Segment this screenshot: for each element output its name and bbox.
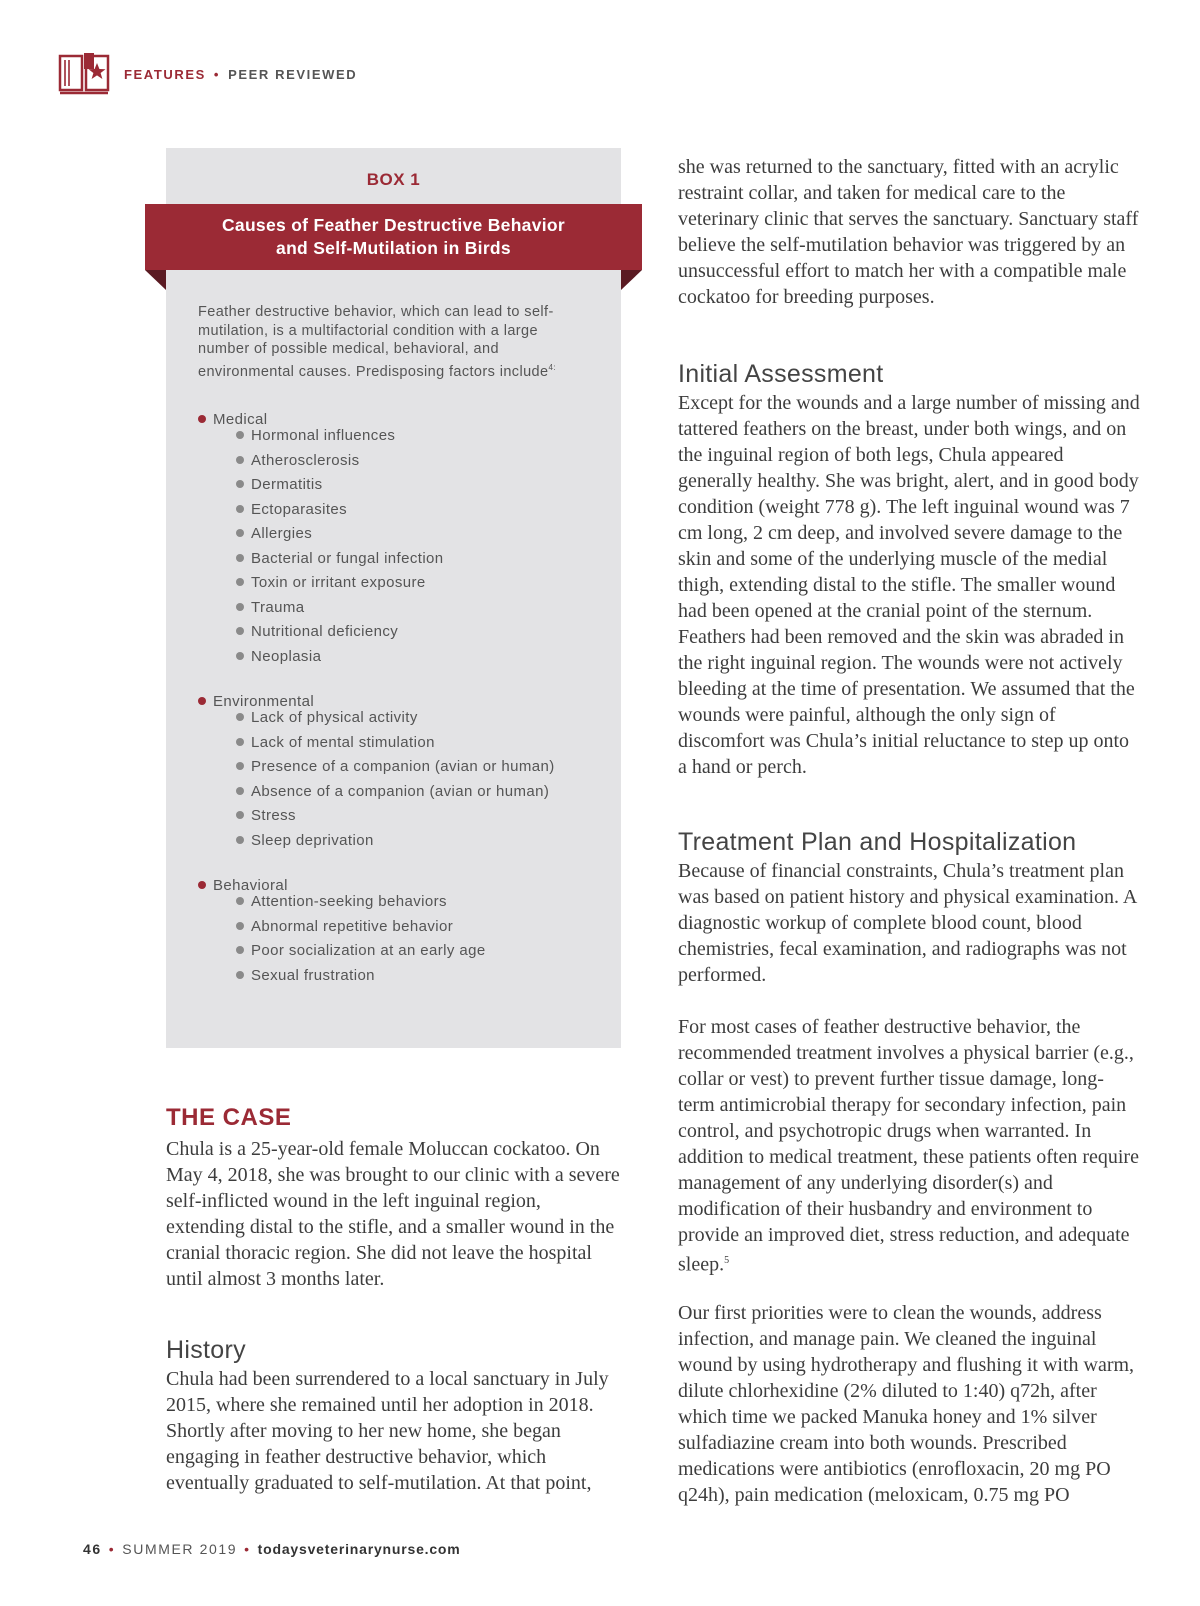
list-item: Ectoparasites [236, 498, 444, 523]
treatment-paragraph-3: Our first priorities were to clean the wounds, address infection, and manage pain. We cleaned the inguinal wound by using hydrotherapy and flushing it with warm, dilute chlorhexidine (2% diluted to 1:40) q72h, after which time we packed Manuka honey and 1% silver sulfadiazine cream into both wounds. Prescribed medications were antibiotics (enrofloxacin, 20 mg PO q24h), pain medication (meloxicam, 0.75 mg PO [678, 1302, 1135, 1506]
list-item: Allergies [236, 522, 444, 547]
list-item: Sexual frustration [236, 964, 486, 989]
list-item: Stress [236, 804, 555, 829]
case-heading: THE CASE [166, 1104, 292, 1131]
list-item: Hormonal influences [236, 424, 444, 449]
page-number: 46 [83, 1541, 102, 1557]
list-item: Presence of a companion (avian or human) [236, 755, 555, 780]
subsection-label: PEER REVIEWED [228, 66, 358, 82]
bullet-icon [198, 881, 206, 889]
list-item: Bacterial or fungal infection [236, 547, 444, 572]
section-label: FEATURES [124, 66, 206, 82]
environmental-list [236, 706, 555, 853]
list-item: Toxin or irritant exposure [236, 571, 444, 596]
history-paragraph: Chula had been surrendered to a local sanctuary in July 2015, where she remained until her adoption in 2018. Shortly after moving to her new home, she began engaging in feather destructive behavior, which eventually graduated to self-mutilation. At that point, [166, 1368, 609, 1494]
box-title-line1: Causes of Feather Destructive Behavior [221, 215, 566, 235]
website-link[interactable]: todaysveterinarynurse.com [257, 1541, 461, 1557]
case-paragraph: Chula is a 25-year-old female Moluccan cockatoo. On May 4, 2018, she was brought to our clinic with a severe self-inflicted wound in the left inguinal region, extending distal to the stifle, and a smaller wound in the cranial thoracic region. She did not leave the hospital until almost 3 months later. [166, 1138, 620, 1290]
list-item: Dermatitis [236, 473, 444, 498]
category-behavioral: Behavioral [198, 877, 288, 894]
medical-list [236, 424, 444, 669]
reference-marker: 4: [548, 362, 556, 372]
treatment-paragraph-2: For most cases of feather destructive behavior, the recommended treatment involves a physical barrier (e.g., collar or vest) to prevent further tissue damage, long-term antimicrobial therapy for secondary infection, pain control, and psychotropic drugs when warranted. In addition to medical treatment, these patients often require management of any underlying disorder(s) and modification of their husbandry and environment to provide an improved diet, stress reduction, and adequate sleep.$^5$ [678, 1016, 1139, 1276]
list-item: Sleep deprivation [236, 829, 555, 854]
treatment-heading: Treatment Plan and Hospitalization [678, 828, 1077, 856]
box-title-line2: and Self-Mutilation in Birds [276, 238, 511, 258]
list-item: Poor socialization at an early age [236, 939, 486, 964]
list-item: Absence of a companion (avian or human) [236, 780, 555, 805]
category-medical: Medical [198, 411, 268, 428]
history-heading: History [166, 1336, 246, 1364]
behavioral-list [236, 890, 486, 988]
box-intro: Feather destructive behavior, which can lead to self-mutilation, is a multifactorial condition with a large number of possible medical, behavioral, and environmental causes. Predisposing factors include$^{4:}$ [198, 304, 556, 380]
bullet-icon [198, 697, 206, 705]
list-item: Atherosclerosis [236, 449, 444, 474]
treatment-paragraph-1: Because of financial constraints, Chula’s treatment plan was based on patient history and physical examination. A diagnostic workup of complete blood count, blood chemistries, fecal examination, and radiographs was not performed. [678, 860, 1137, 986]
box-title-banner [145, 204, 642, 270]
list-item: Abnormal repetitive behavior [236, 915, 486, 940]
continued-paragraph: she was returned to the sanctuary, fitted with an acrylic restraint collar, and taken for medical care to the veterinary clinic that serves the sanctuary. Sanctuary staff believe the self-mutilation behavior was triggered by an unsuccessful effort to match her with a compatible male cockatoo for breeding purposes. [678, 156, 1139, 308]
book-star-icon [58, 52, 110, 96]
banner-fold-right [621, 270, 642, 290]
page-header: FEATURES • PEER REVIEWED [58, 52, 357, 96]
assessment-paragraph: Except for the wounds and a large number of missing and tattered feathers on the breast, under both wings, and on the inguinal region of both legs, Chula appeared generally healthy. She was bright, alert, and in good body condition (weight 778 g). The left inguinal wound was 7 cm long, 2 cm deep, and involved severe damage to the skin and some of the underlying muscle of the medial thigh, extending distal to the stifle. The smaller wound had been opened at the cranial point of the sternum. Feathers had been removed and the skin was abraded in the right inguinal region. The wounds were not actively bleeding at the time of presentation. We assumed that the wounds were painful, although the only sign of discomfort was Chula’s initial reluctance to step up onto a hand or perch. [678, 392, 1140, 778]
bullet-icon [198, 415, 206, 423]
list-item: Attention-seeking behaviors [236, 890, 486, 915]
list-item: Trauma [236, 596, 444, 621]
assessment-heading: Initial Assessment [678, 360, 884, 388]
banner-fold-left [145, 270, 166, 290]
page-footer: 46 • SUMMER 2019 • todaysveterinarynurse.com [83, 1541, 461, 1557]
issue-label: SUMMER 2019 [122, 1541, 238, 1557]
reference-marker: 5 [724, 1255, 730, 1266]
category-environmental: Environmental [198, 693, 314, 710]
list-item: Lack of physical activity [236, 706, 555, 731]
box-label: BOX 1 [366, 170, 421, 189]
list-item: Lack of mental stimulation [236, 731, 555, 756]
list-item: Nutritional deficiency [236, 620, 444, 645]
list-item: Neoplasia [236, 645, 444, 670]
